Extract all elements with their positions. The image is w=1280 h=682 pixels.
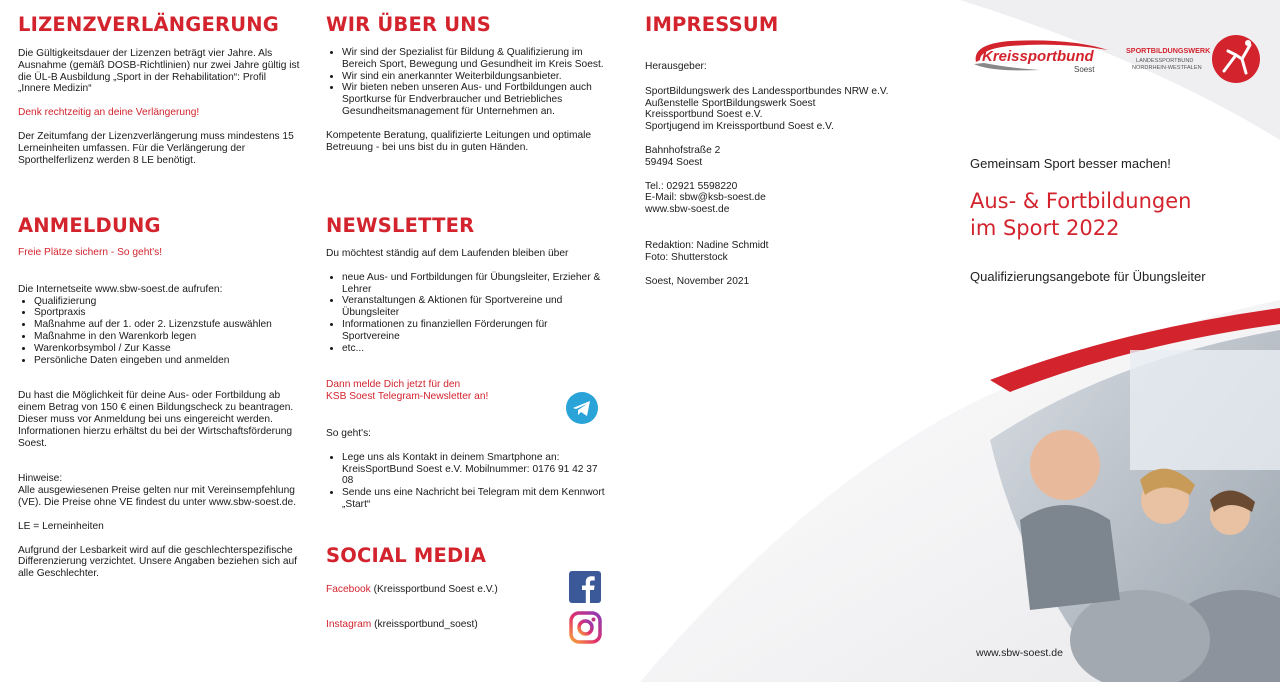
list-item: • etc... bbox=[342, 343, 608, 355]
facebook-line bbox=[326, 584, 498, 596]
instagram-icon[interactable] bbox=[569, 611, 602, 644]
editor-text: Redaktion: Nadine Schmidt bbox=[645, 239, 769, 251]
facebook-handle: (Kreissportbund Soest e.V.) bbox=[370, 584, 498, 595]
list-item: • Sende uns eine Nachricht bei Telegram mit dem Kennwort „Start“ bbox=[342, 487, 608, 511]
address-city: 59494 Soest bbox=[645, 156, 703, 168]
section-title-about: WIR ÜBER UNS bbox=[326, 13, 491, 36]
howto-steps bbox=[326, 452, 608, 511]
telegram-cta-line1: Dann melde Dich jetzt für den bbox=[326, 379, 461, 391]
logo-sbw-line2: LANDESSPORTBUND bbox=[1136, 58, 1194, 64]
cover-tagline: Gemeinsam Sport besser machen! bbox=[970, 156, 1171, 171]
facebook-icon[interactable] bbox=[569, 571, 601, 603]
website-text: www.sbw-soest.de bbox=[645, 204, 730, 216]
address-street: Bahnhofstraße 2 bbox=[645, 144, 721, 156]
list-item: • Wir sind der Spezialist für Bildung & Qualifizierung im Bereich Sport, Bewegung und Gesundheit im Kreis Soest. bbox=[342, 47, 608, 71]
education-check-note: Dieser muss vor Anmeldung bei uns eingereicht werden. Informationen hierzu erhältst du bei der Wirtschaftsförderung Soest. bbox=[18, 413, 293, 449]
about-list bbox=[326, 47, 608, 118]
gender-note: Aufgrund der Lesbarkeit wird auf die geschlechterspezifische Differenzierung verzichtet. Unsere Angaben beziehen sich auf alle Geschlechter. bbox=[18, 544, 298, 580]
facebook-link[interactable]: Facebook bbox=[326, 584, 371, 595]
phone-text: Tel.: 02921 5598220 bbox=[645, 180, 738, 192]
list-item: • Veranstaltungen & Aktionen für Sportvereine und Übungsleiter bbox=[342, 295, 608, 319]
list-item: • neue Aus- und Fortbildungen für Übungsleiter, Erzieher & Lehrer bbox=[342, 272, 608, 296]
cover-panel bbox=[970, 0, 1280, 682]
list-item: • Sportpraxis bbox=[34, 307, 300, 319]
logo-ksb-text: Kreissportbund bbox=[982, 48, 1094, 65]
renewal-reminder: Denk rechtzeitig an deine Verlängerung! bbox=[18, 107, 200, 119]
list-item: • Qualifizierung bbox=[34, 296, 300, 308]
le-definition: LE = Lerneinheiten bbox=[18, 520, 104, 532]
instagram-link[interactable]: Instagram bbox=[326, 619, 372, 630]
email-text: E-Mail: sbw@ksb-soest.de bbox=[645, 192, 766, 204]
logo-sbw-line3: NORDRHEIN-WESTFALEN bbox=[1132, 65, 1202, 71]
howto-heading: So geht's: bbox=[326, 427, 371, 439]
sportbildungswerk-logo bbox=[1124, 33, 1262, 85]
cover-title-line2: im Sport 2022 bbox=[970, 216, 1120, 240]
instagram-handle: (kreissportbund_soest) bbox=[371, 619, 478, 630]
list-item: • Lege uns als Kontakt in deinem Smartphone an: KreisSportBund Soest e.V. Mobilnummer: 0176 91 42 37 08 bbox=[342, 452, 608, 487]
publisher-line: SportBildungswerk des Landessportbundes NRW e.V. bbox=[645, 85, 889, 97]
list-item: • Wir sind ein anerkannter Weiterbildungsanbieter. bbox=[342, 71, 608, 83]
publisher-line: Sportjugend im Kreissportbund Soest e.V. bbox=[645, 121, 834, 133]
newsletter-intro: Du möchtest ständig auf dem Laufenden bleiben über bbox=[326, 248, 569, 259]
price-hint: Alle ausgewiesenen Preise gelten nur mit Vereinsempfehlung (VE). Die Preise ohne VE findest du unter www.sbw-soest.de. bbox=[18, 485, 297, 508]
list-item: • Wir bieten neben unseren Aus- und Fortbildungen auch Sportkurse für Endverbraucher und Betriebliches Gesundheitsmanagement für Unternehmen an. bbox=[342, 82, 608, 117]
education-check-text: Du hast die Möglichkeit für deine Aus- oder Fortbildung ab einem Betrag von 150 € einen Bildungscheck zu beantragen. bbox=[18, 390, 294, 414]
instagram-line bbox=[326, 619, 478, 631]
renewal-scope-text: Der Zeitumfang der Lizenzverlängerung muss mindestens 15 Lerneinheiten umfassen. Für die Verlängerung der Sporthelferlizenz werden 8 LE benötigt. bbox=[18, 130, 294, 166]
cover-title bbox=[970, 188, 1191, 242]
kreissportbund-logo bbox=[970, 36, 1112, 74]
registration-steps bbox=[18, 296, 300, 367]
newsletter-topics bbox=[326, 272, 608, 355]
list-item: • Persönliche Daten eingeben und anmelden bbox=[34, 355, 300, 367]
license-validity-text: Die Gültigkeitsdauer der Lizenzen beträgt vier Jahre. Als Ausnahme (gemäß DOSB-Richtlinien) nur zwei Jahre gültig ist die ÜL-B Ausbildung „Sport in der Rehabilitation“: Profil „Innere Medizin“ bbox=[18, 48, 300, 95]
about-summary: Kompetente Beratung, qualifizierte Leitungen und optimale Betreuung - bei uns bist du in guten Händen. bbox=[326, 129, 592, 153]
registration-cta: Freie Plätze sichern - So geht's! bbox=[18, 247, 163, 258]
date-text: Soest, November 2021 bbox=[645, 275, 750, 287]
telegram-cta-line2: KSB Soest Telegram-Newsletter an! bbox=[326, 391, 489, 403]
publisher-label: Herausgeber: bbox=[645, 61, 707, 72]
telegram-icon[interactable] bbox=[565, 391, 599, 425]
registration-intro: Die Internetseite www.sbw-soest.de aufrufen: bbox=[18, 283, 223, 295]
publisher-line: Außenstelle SportBildungswerk Soest bbox=[645, 97, 816, 109]
publisher-line: Kreissportbund Soest e.V. bbox=[645, 109, 763, 121]
cover-title-line1: Aus- & Fortbildungen bbox=[970, 189, 1192, 213]
section-title-newsletter: NEWSLETTER bbox=[326, 214, 475, 237]
logo-ksb-sub: Soest bbox=[1074, 65, 1095, 74]
list-item: • Warenkorbsymbol / Zur Kasse bbox=[34, 343, 300, 355]
section-title-impressum: IMPRESSUM bbox=[645, 13, 779, 36]
section-title-social: SOCIAL MEDIA bbox=[326, 544, 487, 567]
list-item: • Maßnahme auf der 1. oder 2. Lizenzstufe auswählen bbox=[34, 319, 300, 331]
footer-url[interactable]: www.sbw-soest.de bbox=[976, 647, 1063, 659]
logo-sbw-line1: SPORTBILDUNGSWERK bbox=[1126, 46, 1211, 55]
list-item: • Maßnahme in den Warenkorb legen bbox=[34, 331, 300, 343]
photo-credit: Foto: Shutterstock bbox=[645, 251, 728, 263]
section-title-lizenz: LIZENZVERLÄNGERUNG bbox=[18, 13, 279, 36]
section-title-anmeldung: ANMELDUNG bbox=[18, 214, 161, 237]
list-item: • Informationen zu finanziellen Förderungen für Sportvereine bbox=[342, 319, 608, 343]
cover-subtitle: Qualifizierungsangebote für Übungsleiter bbox=[970, 269, 1206, 284]
hints-heading: Hinweise: bbox=[18, 473, 63, 485]
